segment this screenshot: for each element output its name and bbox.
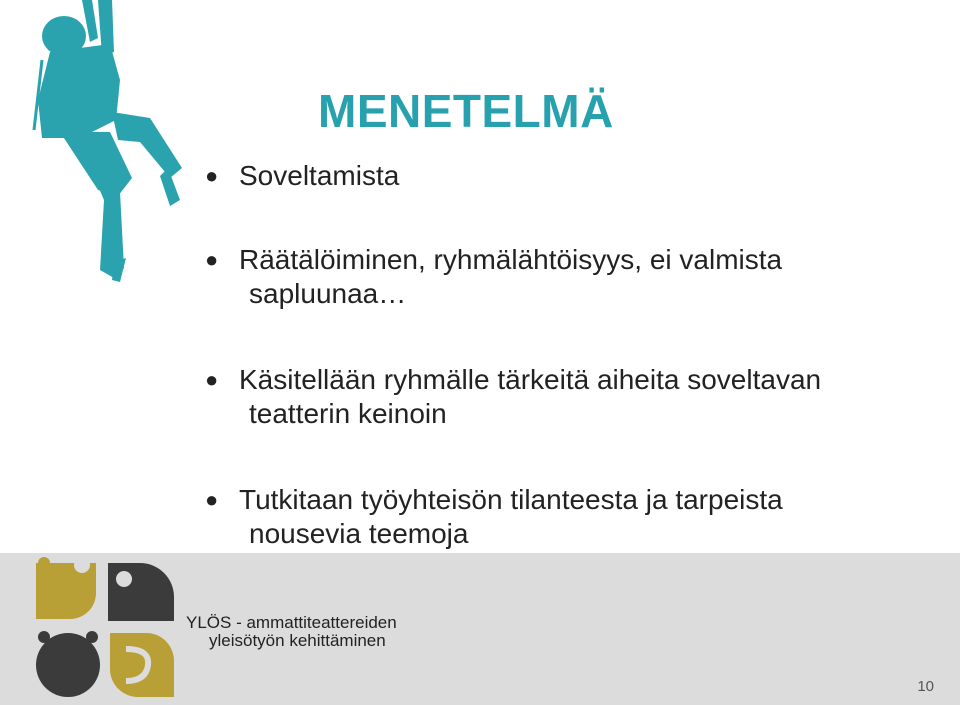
bullet-dot-icon: ● (205, 247, 219, 272)
bullet-text: Soveltamista (239, 160, 400, 191)
bullet-text: Käsitellään ryhmälle tärkeitä aiheita soveltavan (239, 364, 822, 395)
footer-bar (0, 553, 960, 705)
ylos-logo-icon (30, 557, 178, 699)
bullet-text-continued: teatterin keinoin (249, 398, 447, 429)
organization-name-line2: yleisötyön kehittäminen (209, 631, 386, 650)
bullet-dot-icon: ● (205, 367, 219, 392)
climbing-person-icon (20, 0, 190, 285)
bullet-dot-icon: ● (205, 487, 219, 512)
bullet-text-continued: nousevia teemoja (249, 518, 469, 549)
bullet-dot-icon: ● (205, 163, 219, 188)
bullet-text: Räätälöiminen, ryhmälähtöisyys, ei valmista (239, 244, 783, 275)
bullet-text-continued: sapluunaa… (249, 278, 407, 309)
page-number: 10 (917, 678, 934, 695)
bullet-text: Tutkitaan työyhteisön tilanteesta ja tarpeista (239, 484, 783, 515)
organization-name-line1: YLÖS - ammattiteattereiden (186, 613, 397, 632)
slide-title: MENETELMÄ (318, 85, 614, 137)
